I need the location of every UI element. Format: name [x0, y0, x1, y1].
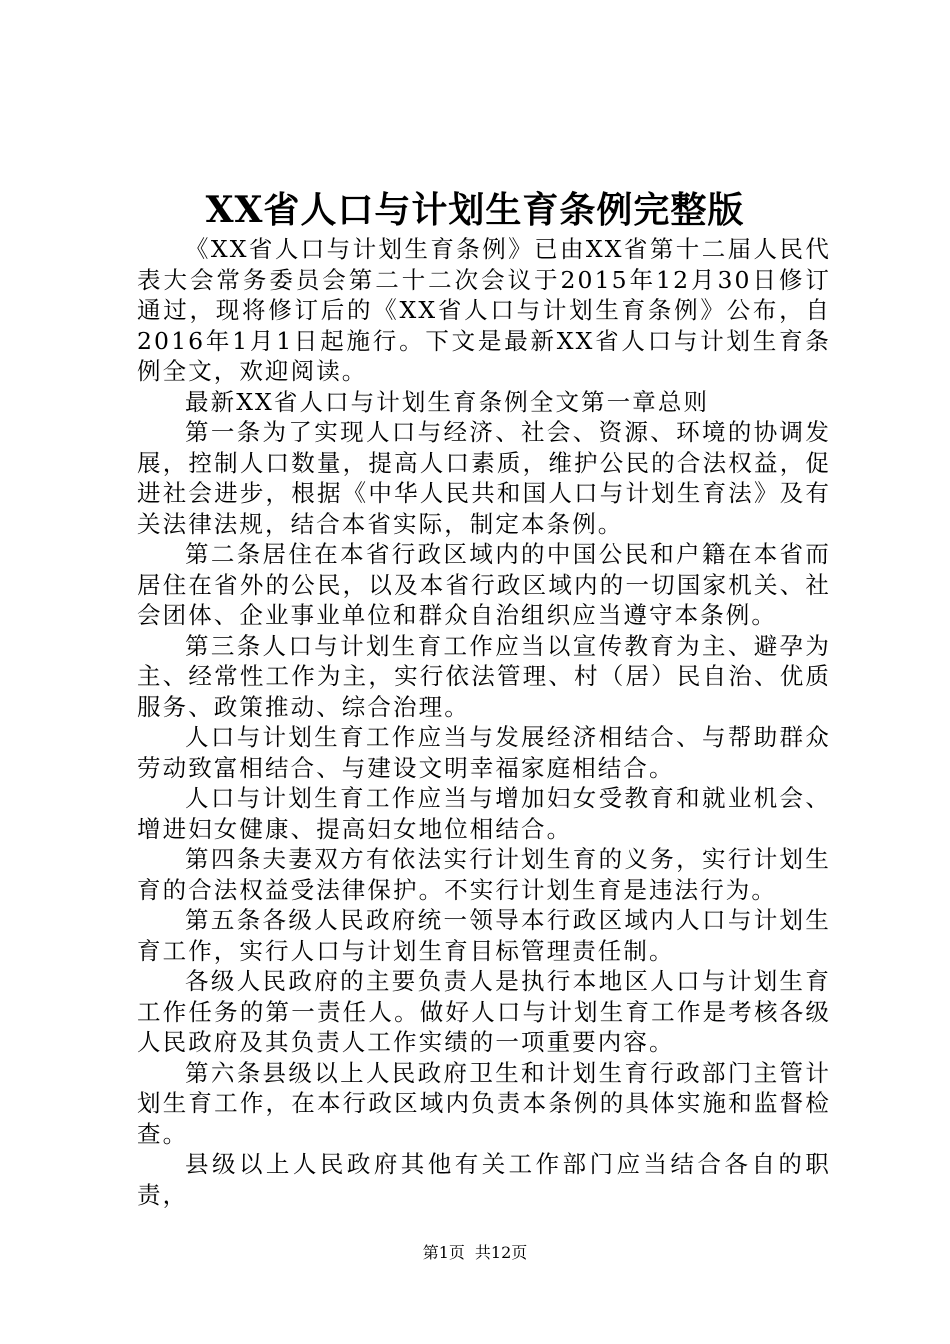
- paragraph: 最新XX省人口与计划生育条例全文第一章总则: [185, 387, 710, 416]
- paragraph: 第五条各级人民政府统一领导本行政区域内人口与计划生育工作，实行人口与计划生育目标管理责任制。: [137, 906, 831, 965]
- paragraph: 第二条居住在本省行政区域内的中国公民和户籍在本省而居住在省外的公民，以及本省行政区域内的一切国家机关、社会团体、企业事业单位和群众自治组织应当遵守本条例。: [137, 540, 831, 629]
- paragraph: 县级以上人民政府其他有关工作部门应当结合各自的职责，: [137, 1150, 831, 1209]
- paragraph: 第一条为了实现人口与经济、社会、资源、环境的协调发展，控制人口数量，提高人口素质，维护公民的合法权益，促进社会进步，根据《中华人民共和国人口与计划生育法》及有关法律法规，结合本省实际，制定本条例。: [137, 418, 831, 538]
- paragraph: 第三条人口与计划生育工作应当以宣传教育为主、避孕为主、经常性工作为主，实行依法管理、村（居）民自治、优质服务、政策推动、综合治理。: [137, 631, 831, 721]
- paragraph: 第四条夫妻双方有依法实行计划生育的义务，实行计划生育的合法权益受法律保护。不实行计划生育是违法行为。: [137, 845, 831, 904]
- document-body: [137, 234, 831, 1210]
- paragraph: 《XX省人口与计划生育条例》已由XX省第十二届人民代表大会常务委员会第二十二次会议于2015年12月30日修订通过，现将修订后的《XX省人口与计划生育条例》公布，自2016年1月1日起施行。下文是最新XX省人口与计划生育条例全文，欢迎阅读。: [137, 235, 831, 385]
- page-number: 第1页: [422, 1243, 465, 1262]
- paragraph: 人口与计划生育工作应当与增加妇女受教育和就业机会、增进妇女健康、提高妇女地位相结合。: [137, 784, 831, 843]
- page-footer: [0, 1242, 950, 1264]
- paragraph: 第六条县级以上人民政府卫生和计划生育行政部门主管计划生育工作，在本行政区域内负责本条例的具体实施和监督检查。: [137, 1058, 831, 1148]
- document-title: XX省人口与计划生育条例完整版: [205, 189, 745, 231]
- paragraph: 人口与计划生育工作应当与发展经济相结合、与帮助群众劳动致富相结合、与建设文明幸福家庭相结合。: [137, 723, 831, 782]
- paragraph: 各级人民政府的主要负责人是执行本地区人口与计划生育工作任务的第一责任人。做好人口与计划生育工作是考核各级人民政府及其负责人工作实绩的一项重要内容。: [137, 967, 831, 1056]
- page-total: 共12页: [474, 1243, 528, 1262]
